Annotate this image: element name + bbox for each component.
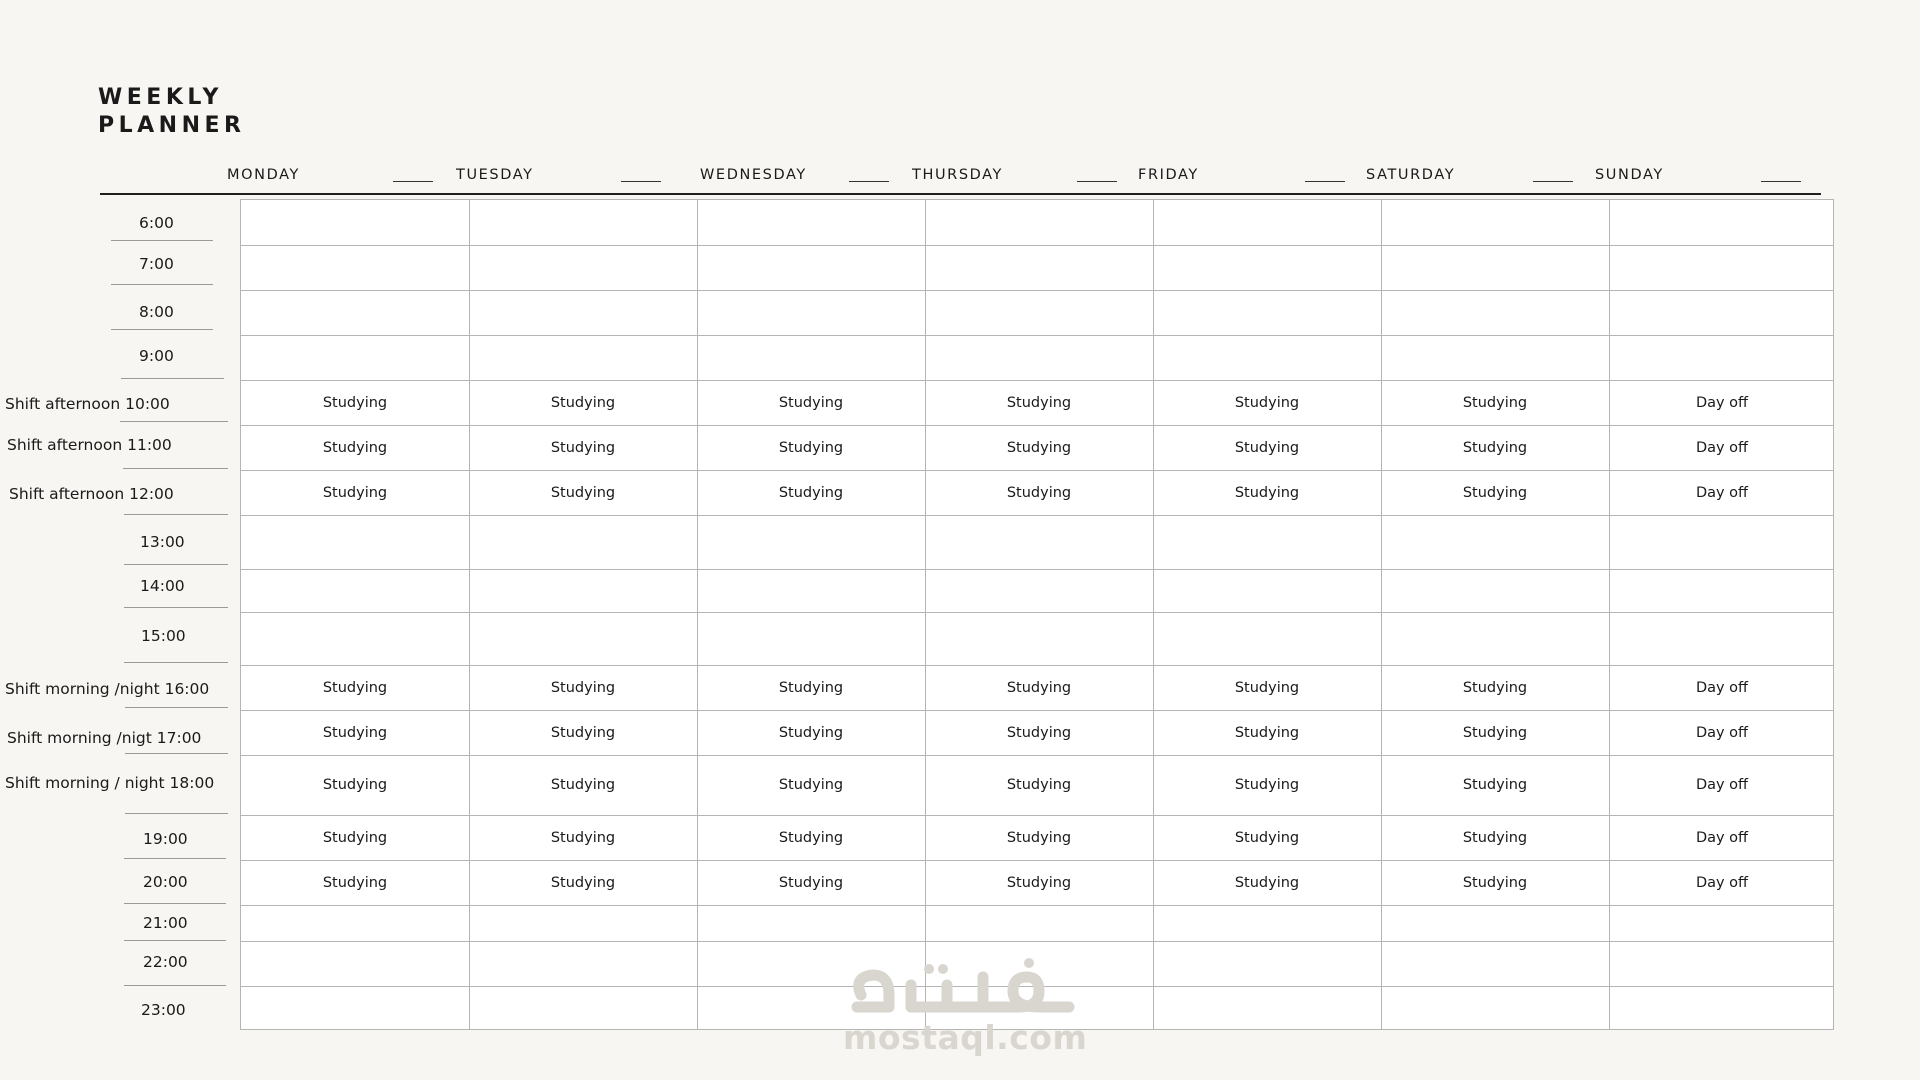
watermark-text: mostaql.com <box>843 1018 1088 1057</box>
mostaql-logo-icon <box>843 955 1077 1021</box>
time-label: 20:00 <box>143 873 188 891</box>
planner-cell[interactable]: Studying <box>1006 394 1072 411</box>
time-divider <box>124 662 228 663</box>
time-label: 6:00 <box>139 214 174 232</box>
grid-row-line <box>241 335 1833 336</box>
grid-row-line <box>241 515 1833 516</box>
planner-cell[interactable]: Studying <box>1006 874 1072 891</box>
time-divider <box>121 378 224 379</box>
planner-cell[interactable]: Day off <box>1695 484 1749 501</box>
grid-row-line <box>241 815 1833 816</box>
time-divider <box>111 240 213 241</box>
grid-row-line <box>241 245 1833 246</box>
planner-cell[interactable]: Studying <box>322 724 388 741</box>
grid-row-line <box>241 380 1833 381</box>
planner-cell[interactable]: Studying <box>1006 679 1072 696</box>
day-header-friday: FRIDAY <box>1138 167 1199 183</box>
planner-cell[interactable]: Studying <box>550 724 616 741</box>
time-divider <box>120 421 228 422</box>
planner-cell[interactable]: Studying <box>550 394 616 411</box>
time-label: Shift morning /night 16:00 <box>5 680 210 698</box>
planner-cell[interactable]: Studying <box>1006 439 1072 456</box>
time-label: 19:00 <box>143 830 188 848</box>
date-blank-line <box>1761 181 1801 182</box>
planner-cell[interactable]: Day off <box>1695 439 1749 456</box>
grid-row-line <box>241 710 1833 711</box>
time-label: 8:00 <box>139 303 174 321</box>
planner-cell[interactable]: Studying <box>1234 874 1300 891</box>
planner-cell[interactable]: Studying <box>778 724 844 741</box>
time-divider <box>124 903 226 904</box>
planner-cell[interactable]: Studying <box>1462 484 1528 501</box>
grid-row-line <box>241 941 1833 942</box>
planner-cell[interactable]: Studying <box>322 679 388 696</box>
planner-cell[interactable]: Studying <box>778 439 844 456</box>
date-blank-line <box>1533 181 1573 182</box>
time-divider <box>125 813 228 814</box>
grid-row-line <box>241 569 1833 570</box>
grid-row-line <box>241 905 1833 906</box>
time-label: 9:00 <box>139 347 174 365</box>
time-label: 7:00 <box>139 255 174 273</box>
date-blank-line <box>849 181 889 182</box>
time-divider <box>123 468 228 469</box>
planner-cell[interactable]: Studying <box>1234 724 1300 741</box>
planner-cell[interactable]: Studying <box>1462 394 1528 411</box>
planner-cell[interactable]: Studying <box>322 874 388 891</box>
planner-cell[interactable]: Studying <box>778 679 844 696</box>
planner-cell[interactable]: Studying <box>1234 777 1300 793</box>
time-divider <box>111 329 213 330</box>
time-divider <box>125 753 228 754</box>
planner-cell[interactable]: Studying <box>778 777 844 793</box>
planner-cell[interactable]: Studying <box>1234 439 1300 456</box>
planner-cell[interactable]: Studying <box>550 874 616 891</box>
time-divider <box>125 707 228 708</box>
mostaql-watermark-logo <box>843 955 1077 1021</box>
day-header-sunday: SUNDAY <box>1595 167 1664 183</box>
time-label: Shift morning / night 18:00 <box>5 774 215 792</box>
planner-cell[interactable]: Studying <box>1234 394 1300 411</box>
planner-cell[interactable]: Studying <box>322 829 388 846</box>
time-divider <box>111 284 213 285</box>
grid-row-line <box>241 612 1833 613</box>
time-label: 23:00 <box>141 1001 186 1019</box>
planner-cell[interactable]: Studying <box>322 777 388 793</box>
planner-grid <box>240 199 1834 1030</box>
planner-title-line1: WEEKLY <box>98 85 223 110</box>
planner-cell[interactable]: Studying <box>1462 777 1528 793</box>
planner-cell[interactable]: Studying <box>550 829 616 846</box>
grid-row-line <box>241 425 1833 426</box>
day-header-tuesday: TUESDAY <box>456 167 534 183</box>
planner-cell[interactable]: Studying <box>1006 829 1072 846</box>
planner-cell[interactable]: Day off <box>1695 829 1749 846</box>
planner-cell[interactable]: Day off <box>1695 777 1749 793</box>
planner-cell[interactable]: Studying <box>1462 874 1528 891</box>
planner-cell[interactable]: Day off <box>1695 724 1749 741</box>
grid-row-line <box>241 470 1833 471</box>
time-label: 13:00 <box>140 533 185 551</box>
planner-cell[interactable]: Studying <box>1006 484 1072 501</box>
time-label: 21:00 <box>143 914 188 932</box>
planner-title <box>98 84 245 140</box>
time-label: Shift afternoon 12:00 <box>9 485 174 503</box>
day-header-wednesday: WEDNESDAY <box>700 167 807 183</box>
planner-cell[interactable]: Studying <box>550 777 616 793</box>
grid-row-line <box>241 755 1833 756</box>
time-label: 15:00 <box>141 627 186 645</box>
planner-cell[interactable]: Studying <box>550 439 616 456</box>
planner-cell[interactable]: Studying <box>550 679 616 696</box>
planner-cell[interactable]: Day off <box>1695 679 1749 696</box>
time-divider <box>124 564 228 565</box>
time-label: Shift morning /nigt 17:00 <box>7 729 202 747</box>
time-divider <box>124 514 228 515</box>
planner-cell[interactable]: Studying <box>778 874 844 891</box>
day-header-thursday: THURSDAY <box>912 167 1004 183</box>
planner-cell[interactable]: Studying <box>322 439 388 456</box>
planner-cell[interactable]: Studying <box>1006 777 1072 793</box>
planner-cell[interactable]: Studying <box>1006 724 1072 741</box>
planner-cell[interactable]: Studying <box>322 484 388 501</box>
planner-cell[interactable]: Studying <box>778 829 844 846</box>
date-blank-line <box>621 181 661 182</box>
date-blank-line <box>1077 181 1117 182</box>
planner-cell[interactable]: Studying <box>1462 439 1528 456</box>
grid-row-line <box>241 860 1833 861</box>
date-blank-line <box>1305 181 1345 182</box>
time-divider <box>124 985 226 986</box>
header-divider <box>100 193 1821 195</box>
time-label: Shift afternoon 10:00 <box>5 395 170 413</box>
planner-cell[interactable]: Studying <box>1234 829 1300 846</box>
planner-cell[interactable]: Studying <box>778 394 844 411</box>
time-label: Shift afternoon 11:00 <box>7 436 172 454</box>
time-label: 14:00 <box>140 577 185 595</box>
planner-cell[interactable]: Studying <box>550 484 616 501</box>
planner-cell[interactable]: Studying <box>1234 484 1300 501</box>
time-divider <box>124 607 228 608</box>
planner-cell[interactable]: Studying <box>1462 724 1528 741</box>
grid-row-line <box>241 665 1833 666</box>
planner-cell[interactable]: Day off <box>1695 394 1749 411</box>
planner-cell[interactable]: Studying <box>1462 829 1528 846</box>
time-divider <box>124 858 226 859</box>
planner-title-line2: PLANNER <box>98 113 246 138</box>
time-label: 22:00 <box>143 953 188 971</box>
planner-cell[interactable]: Studying <box>1462 679 1528 696</box>
day-header-saturday: SATURDAY <box>1366 167 1456 183</box>
planner-cell[interactable]: Day off <box>1695 874 1749 891</box>
planner-cell[interactable]: Studying <box>322 394 388 411</box>
time-divider <box>124 940 226 941</box>
grid-row-line <box>241 290 1833 291</box>
planner-cell[interactable]: Studying <box>778 484 844 501</box>
day-header-monday: MONDAY <box>227 167 300 183</box>
planner-cell[interactable]: Studying <box>1234 679 1300 696</box>
date-blank-line <box>393 181 433 182</box>
